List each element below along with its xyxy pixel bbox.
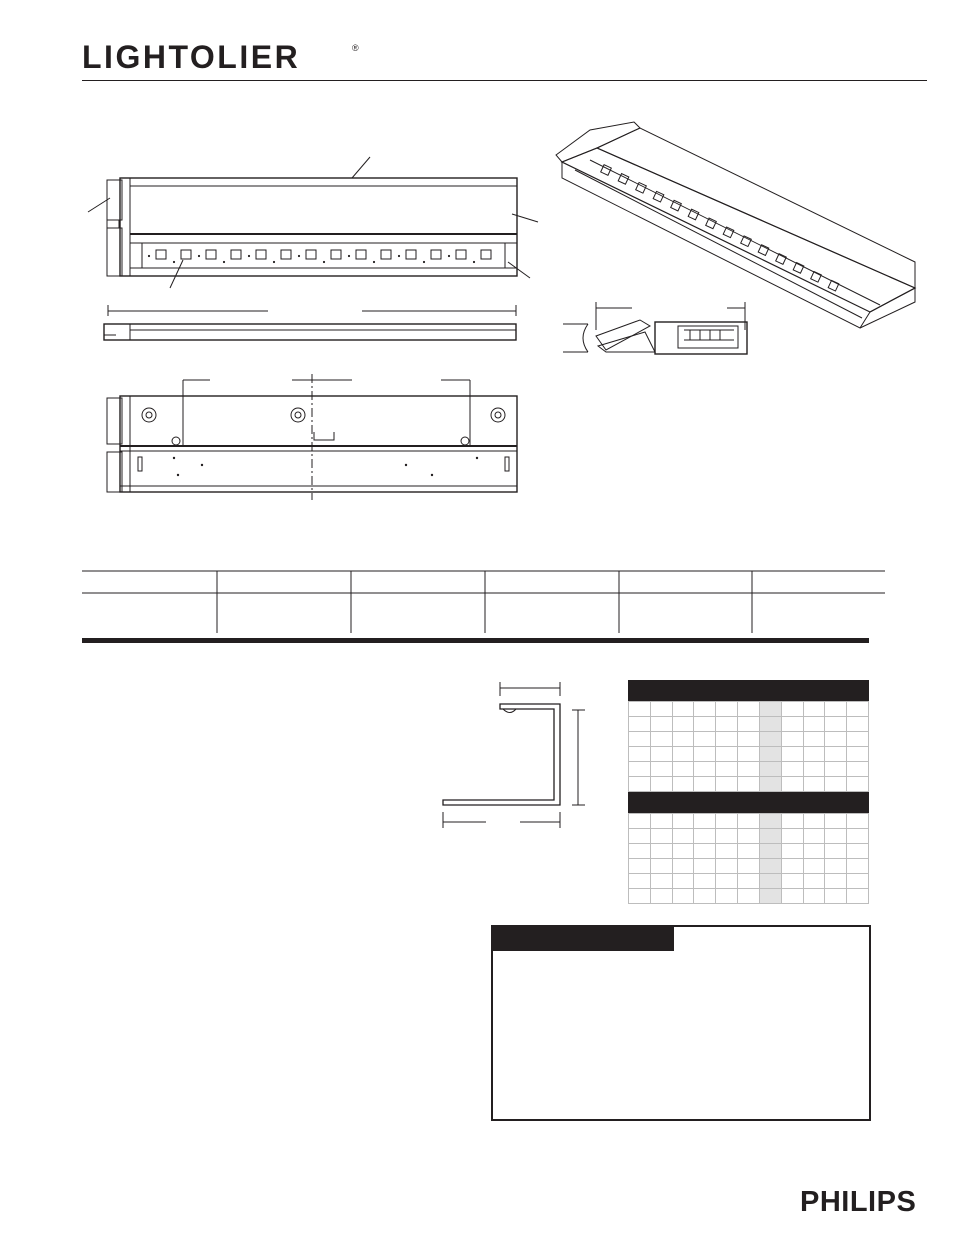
specification-box-tab (493, 927, 674, 951)
grid-cell (759, 732, 781, 747)
logo-wordmark: LIGHTOLIER (82, 39, 301, 75)
grid-cell (716, 859, 738, 874)
grid-cell (847, 717, 869, 732)
spec-grid-1-header (628, 680, 869, 701)
grid-cell (738, 717, 760, 732)
grid-cell (847, 874, 869, 889)
lightolier-logo-mark (82, 38, 367, 78)
led-chip (481, 250, 491, 259)
led-dot (223, 261, 225, 263)
grid-cell (694, 762, 716, 777)
grid-cell (803, 859, 825, 874)
spec-grid-1-table (628, 701, 869, 792)
grid-cell (847, 702, 869, 717)
grid-cell (672, 777, 694, 792)
led-chip (206, 250, 216, 259)
led-row (148, 250, 491, 263)
led-chip (231, 250, 241, 259)
dimension-table (82, 570, 885, 634)
grid-cell (694, 747, 716, 762)
fixture-side-view (104, 305, 516, 340)
grid-cell (738, 814, 760, 829)
led-chip (356, 250, 366, 259)
led-dot (448, 255, 450, 257)
grid-cell (672, 747, 694, 762)
led-chip (688, 209, 699, 220)
grid-row (629, 814, 869, 829)
grid-cell (781, 844, 803, 859)
grid-cell (803, 717, 825, 732)
grid-cell (694, 829, 716, 844)
led-chip (331, 250, 341, 259)
grid-cell (825, 844, 847, 859)
grid-cell (738, 702, 760, 717)
grid-cell (781, 874, 803, 889)
grid-cell (759, 814, 781, 829)
led-dot (423, 261, 425, 263)
grid-cell (803, 732, 825, 747)
grid-cell (825, 814, 847, 829)
grid-cell (781, 829, 803, 844)
grid-cell (629, 844, 651, 859)
grid-cell (847, 829, 869, 844)
grid-cell (759, 859, 781, 874)
grid-cell (738, 859, 760, 874)
lightolier-logo (82, 38, 367, 78)
grid-row (629, 702, 869, 717)
grid-cell (759, 889, 781, 904)
led-chip (671, 200, 682, 211)
led-chip (706, 218, 717, 229)
grid-cell (803, 762, 825, 777)
fixture-back-view (107, 374, 517, 500)
grid-cell (803, 844, 825, 859)
grid-cell (759, 762, 781, 777)
grid-cell (672, 889, 694, 904)
grid-cell (650, 874, 672, 889)
grid-cell (694, 814, 716, 829)
grid-cell (847, 732, 869, 747)
philips-wordmark: PHILIPS (800, 1186, 917, 1216)
registered-mark: ® (352, 43, 359, 53)
grid-cell (629, 777, 651, 792)
grid-cell (650, 829, 672, 844)
fixture-front-view (88, 157, 538, 288)
spec-grid-1 (628, 680, 869, 792)
grid-cell (650, 859, 672, 874)
grid-cell (672, 762, 694, 777)
grid-cell (672, 732, 694, 747)
grid-cell (629, 829, 651, 844)
grid-cell (847, 889, 869, 904)
grid-cell (825, 874, 847, 889)
grid-cell (672, 717, 694, 732)
grid-cell (803, 702, 825, 717)
led-dot (323, 261, 325, 263)
grid-cell (672, 702, 694, 717)
spec-grid-2-table (628, 813, 869, 904)
grid-cell (825, 829, 847, 844)
grid-cell (803, 814, 825, 829)
mounting-profile (438, 680, 608, 830)
grid-cell (716, 762, 738, 777)
led-dot (198, 255, 200, 257)
grid-cell (629, 814, 651, 829)
grid-cell (803, 889, 825, 904)
grid-cell (847, 777, 869, 792)
grid-row (629, 889, 869, 904)
grid-cell (629, 874, 651, 889)
led-dot (373, 261, 375, 263)
led-chip (381, 250, 391, 259)
grid-cell (716, 702, 738, 717)
grid-cell (781, 717, 803, 732)
grid-cell (781, 889, 803, 904)
grid-cell (672, 814, 694, 829)
grid-cell (716, 777, 738, 792)
grid-cell (716, 889, 738, 904)
grid-cell (672, 859, 694, 874)
grid-cell (825, 702, 847, 717)
grid-cell (716, 732, 738, 747)
grid-cell (847, 814, 869, 829)
led-dot (348, 255, 350, 257)
grid-cell (759, 844, 781, 859)
led-chip (181, 250, 191, 259)
grid-cell (781, 702, 803, 717)
technical-drawings (80, 120, 940, 520)
philips-logo (800, 1184, 930, 1216)
grid-cell (803, 777, 825, 792)
grid-cell (825, 732, 847, 747)
grid-cell (781, 814, 803, 829)
grid-cell (694, 732, 716, 747)
grid-cell (694, 717, 716, 732)
grid-cell (650, 844, 672, 859)
header-rule (82, 80, 927, 81)
led-dot (148, 255, 150, 257)
grid-cell (716, 829, 738, 844)
led-chip (431, 250, 441, 259)
grid-cell (650, 717, 672, 732)
grid-cell (825, 747, 847, 762)
spec-grid-2-header (628, 792, 869, 813)
grid-cell (650, 889, 672, 904)
grid-row (629, 717, 869, 732)
grid-cell (781, 859, 803, 874)
grid-row (629, 762, 869, 777)
grid-cell (629, 732, 651, 747)
grid-cell (629, 762, 651, 777)
grid-cell (825, 859, 847, 874)
grid-cell (781, 762, 803, 777)
grid-cell (716, 747, 738, 762)
specification-box (491, 925, 871, 1121)
led-chip (723, 227, 734, 238)
grid-cell (694, 889, 716, 904)
led-chip (406, 250, 416, 259)
grid-cell (672, 844, 694, 859)
grid-cell (738, 844, 760, 859)
led-chip (456, 250, 466, 259)
grid-cell (738, 747, 760, 762)
grid-row (629, 777, 869, 792)
grid-cell (738, 762, 760, 777)
led-dot (298, 255, 300, 257)
grid-cell (650, 762, 672, 777)
led-dot (273, 261, 275, 263)
led-chip (156, 250, 166, 259)
grid-cell (650, 777, 672, 792)
grid-cell (803, 747, 825, 762)
grid-cell (759, 747, 781, 762)
grid-cell (847, 747, 869, 762)
led-dot (398, 255, 400, 257)
grid-row (629, 844, 869, 859)
led-dot (248, 255, 250, 257)
grid-cell (759, 717, 781, 732)
grid-cell (738, 777, 760, 792)
grid-cell (825, 717, 847, 732)
led-chip (281, 250, 291, 259)
grid-cell (825, 762, 847, 777)
fixture-end-section (563, 302, 747, 354)
grid-cell (738, 732, 760, 747)
grid-cell (650, 747, 672, 762)
grid-cell (650, 702, 672, 717)
grid-cell (716, 814, 738, 829)
grid-cell (629, 717, 651, 732)
grid-cell (629, 702, 651, 717)
grid-cell (847, 762, 869, 777)
grid-cell (716, 717, 738, 732)
led-chip (653, 191, 664, 202)
grid-row (629, 874, 869, 889)
grid-cell (716, 844, 738, 859)
section-divider (82, 638, 869, 643)
grid-cell (694, 874, 716, 889)
led-chip (256, 250, 266, 259)
grid-cell (738, 829, 760, 844)
grid-cell (629, 859, 651, 874)
grid-cell (847, 859, 869, 874)
led-dot (173, 261, 175, 263)
grid-cell (694, 859, 716, 874)
grid-cell (694, 702, 716, 717)
grid-row (629, 747, 869, 762)
grid-row (629, 732, 869, 747)
grid-cell (629, 747, 651, 762)
fixture-isometric (556, 122, 915, 328)
grid-cell (759, 702, 781, 717)
grid-cell (738, 889, 760, 904)
led-dot (473, 261, 475, 263)
grid-cell (629, 889, 651, 904)
grid-cell (759, 777, 781, 792)
grid-cell (672, 829, 694, 844)
grid-row (629, 829, 869, 844)
grid-cell (694, 844, 716, 859)
led-chip (306, 250, 316, 259)
grid-cell (825, 777, 847, 792)
grid-cell (759, 829, 781, 844)
grid-cell (803, 829, 825, 844)
grid-cell (803, 874, 825, 889)
spec-grid-2 (628, 792, 869, 904)
grid-cell (716, 874, 738, 889)
grid-cell (781, 747, 803, 762)
grid-cell (650, 732, 672, 747)
grid-cell (650, 814, 672, 829)
grid-cell (847, 844, 869, 859)
grid-cell (759, 874, 781, 889)
grid-cell (694, 777, 716, 792)
grid-cell (781, 732, 803, 747)
grid-cell (738, 874, 760, 889)
grid-row (629, 859, 869, 874)
grid-cell (825, 889, 847, 904)
grid-cell (781, 777, 803, 792)
grid-cell (672, 874, 694, 889)
